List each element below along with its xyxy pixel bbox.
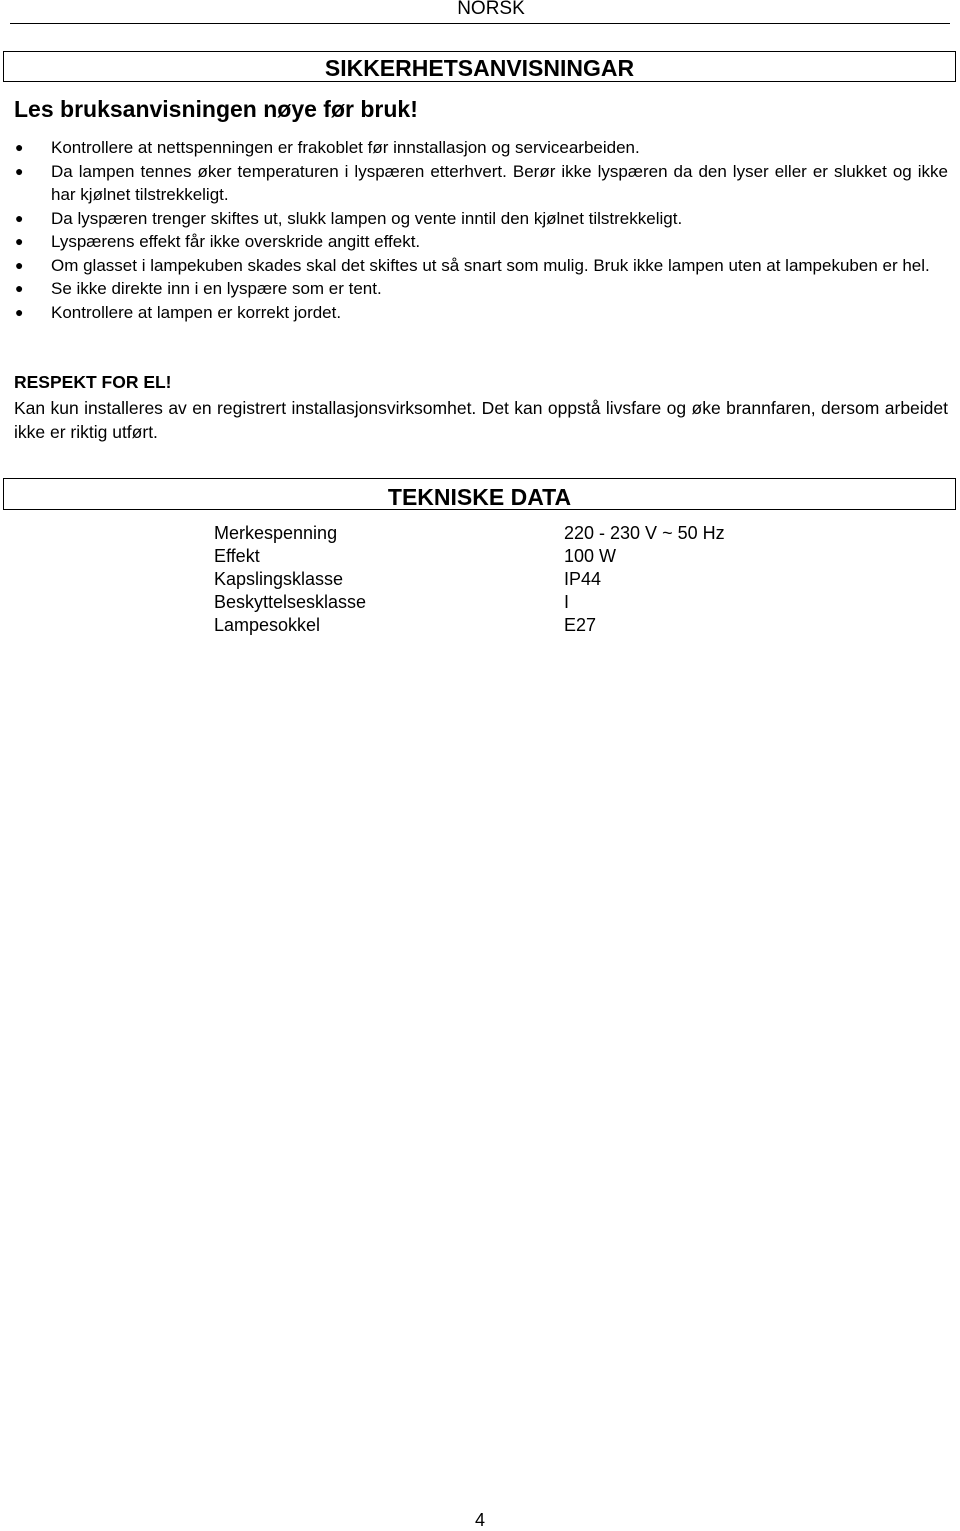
safety-list — [14, 136, 948, 324]
spec-value: 100 W — [564, 546, 617, 566]
spec-label: Effekt — [214, 546, 260, 566]
bullet-icon: ● — [15, 233, 24, 249]
list-item — [14, 136, 948, 160]
page-number: 4 — [474, 1510, 485, 1530]
list-item-text: Da lampen tennes øker temperaturen i lyspæren etterhvert. Berør ikke lyspæren da den lyser eller er slukket og ikke har kjølnet tilstrekkeligt. — [51, 161, 948, 204]
list-item — [14, 277, 948, 301]
bullet-icon: ● — [15, 139, 24, 155]
list-item-text: Om glasset i lampekuben skades skal det skiftes ut så snart som mulig. Bruk ikke lampen uten at lampekuben er hel. — [51, 255, 930, 275]
safety-title-box — [3, 51, 956, 82]
table-row — [214, 545, 725, 568]
list-item — [14, 301, 948, 325]
technical-title-box — [3, 478, 956, 510]
list-item-text: Da lyspæren trenger skiftes ut, slukk lampen og vente inntil den kjølnet tilstrekkeligt. — [51, 208, 683, 228]
respect-heading: RESPEKT FOR EL! — [14, 372, 172, 392]
spec-label: Kapslingsklasse — [214, 569, 344, 589]
bullet-icon: ● — [15, 280, 24, 296]
list-item — [14, 254, 948, 278]
bullet-icon: ● — [15, 256, 24, 273]
intro-heading: Les bruksanvisningen nøye før bruk! — [14, 96, 418, 122]
table-row — [214, 591, 725, 614]
list-item — [14, 230, 948, 254]
respect-text: Kan kun installeres av en registrert installasjonsvirksomhet. Det kan oppstå livsfare og øke brannfaren, dersom arbeidet ikke er riktig utført. — [14, 398, 948, 442]
list-item-text: Se ikke direkte inn i en lyspære som er tent. — [51, 279, 382, 298]
bullet-icon: ● — [15, 303, 24, 320]
spec-value: IP44 — [564, 569, 602, 589]
spec-value: I — [564, 592, 570, 612]
spec-table — [214, 522, 725, 637]
safety-title: SIKKERHETSANVISNINGAR — [324, 55, 635, 81]
language-label: NORSK — [457, 0, 525, 19]
list-item — [14, 207, 948, 231]
spec-value: E27 — [564, 615, 597, 635]
list-item-text: Lyspærens effekt får ikke overskride angitt effekt. — [51, 232, 421, 251]
bullet-icon: ● — [15, 209, 24, 226]
table-row — [214, 568, 725, 591]
page-header — [10, 0, 950, 24]
spec-label: Lampesokkel — [214, 615, 321, 635]
spec-label: Merkespenning — [214, 523, 338, 543]
list-item-text: Kontrollere at nettspenningen er frakoblet før innstallasjon og servicearbeiden. — [51, 138, 640, 157]
bullet-icon: ● — [15, 162, 24, 179]
technical-title: TEKNISKE DATA — [387, 484, 572, 510]
spec-label: Beskyttelsesklasse — [214, 592, 367, 612]
table-row — [214, 522, 725, 545]
list-item-text: Kontrollere at lampen er korrekt jordet. — [51, 302, 342, 322]
table-row — [214, 614, 725, 637]
spec-value: 220 - 230 V ~ 50 Hz — [564, 523, 725, 543]
list-item — [14, 160, 948, 207]
